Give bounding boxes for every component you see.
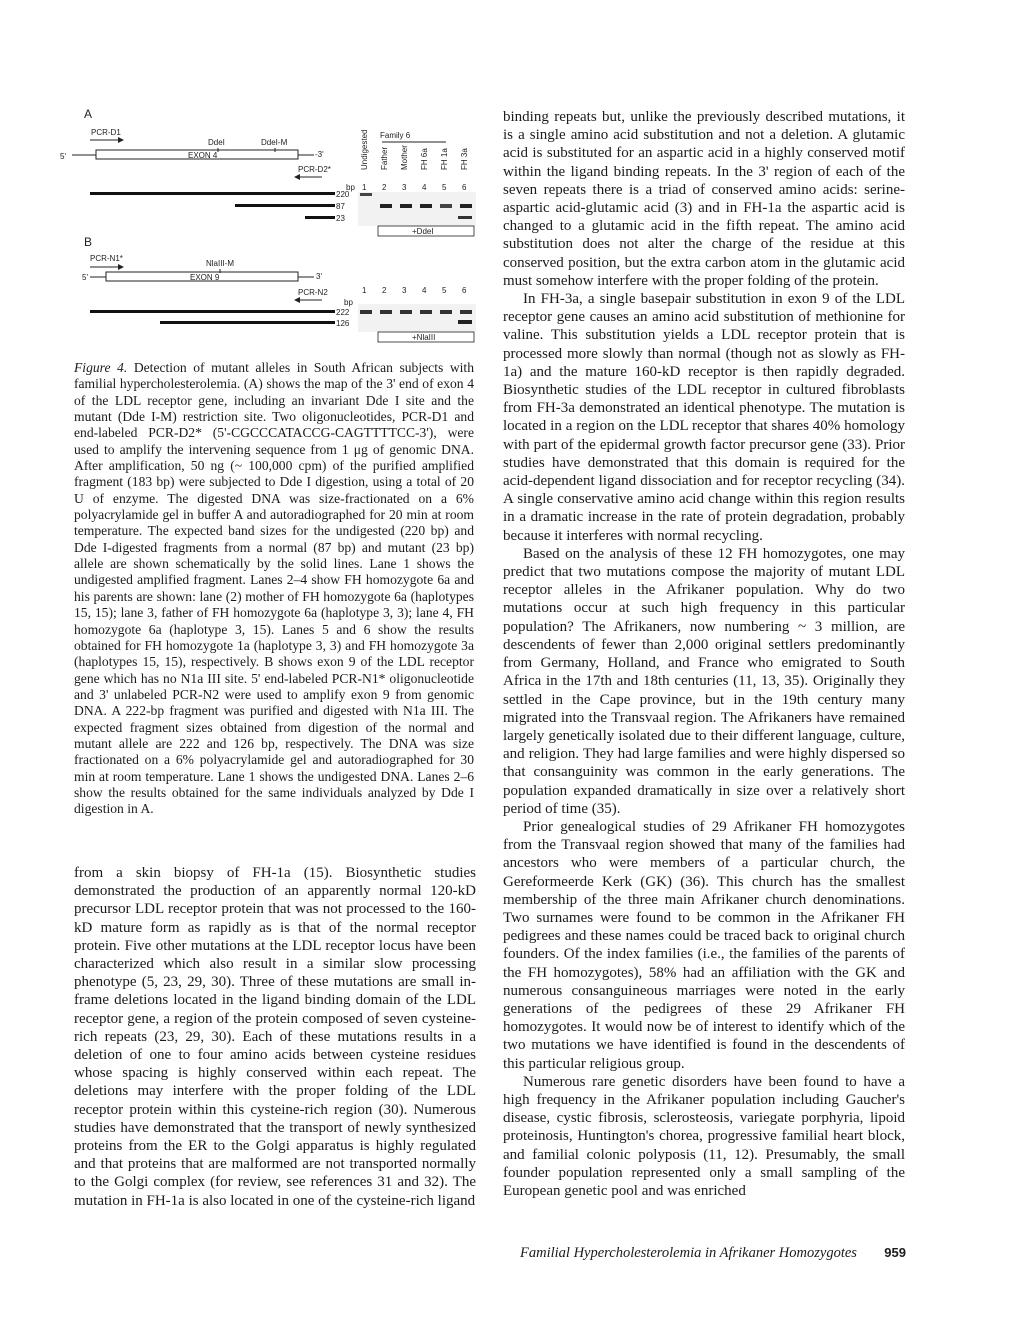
panel-b-site: NlaIII-M (206, 259, 234, 268)
right-paragraph-4: Prior genealogical studies of 29 Afrikaner FH homozygotes from the Transvaal region showed that many of the families had ancestors who were members of a particular church, the Gereformeerde Kerk (GK) (36). This church has the smallest membership of the three main Afrikaner church denominations. Two surnames were found to be common in the Afrikaner FH pedigrees and these names could be traced back to original church founders. Of the index families (i.e., the families of the parents of the FH homozygotes), 58% had an affiliation with the GK and numerous consanguineous marriages were noted in the early generations of the pedigrees of these 29 Afrikaner FH homozygotes. It would now be of interest to identify which of the two mutations we have identified is found in the descendents of this particular religious group. (503, 818, 905, 1072)
right-column (503, 108, 905, 1200)
panel-b-bp: bp (344, 298, 353, 307)
panel-a-lane-num-6: 6 (462, 183, 467, 192)
panel-a-five-prime: 5' (60, 152, 66, 161)
caption-label: Figure 4. (74, 360, 128, 375)
right-paragraph-2: In FH-3a, a single basepair substitution in exon 9 of the LDL receptor gene causes an amino acid substitution of methionine for valine. This substitution yields a LDL receptor protein that is processed more slowly than normal (though not as slowly as FH-1a) and the mature 160-kD receptor is then rapidly degraded. Biosynthetic studies of the LDL receptor in cultured fibroblasts from FH-3a demonstrated an identical phenotype. The mutation is located in a region on the LDL receptor that shares 40% homology with part of the epidermal growth factor precursor gene (33). Prior studies have demonstrated that this domain is required for the acid-dependent ligand dissociation and for receptor recycling (34). A single conservative amino acid change within this region results in a dramatic increase in the rate of protein degradation, probably because it interferes with normal recycling. (503, 291, 905, 544)
running-title: Familial Hypercholesterolemia in Afrikaner Homozygotes (520, 1245, 857, 1261)
panel-a-primer-left: PCR-D1 (91, 128, 121, 137)
panel-a-lane-num-1: 1 (362, 183, 367, 192)
gel-a-band-lane6 (460, 204, 472, 208)
panel-b-primer-right: PCR-N2 (298, 288, 328, 297)
panel-b-lane-num-1: 1 (362, 286, 367, 295)
gel-a-band-lane2 (380, 204, 392, 208)
gel-a-enzyme: +DdeI (412, 227, 434, 236)
panel-a-lane-num-4: 4 (422, 183, 427, 192)
panel-b-lane-num-6: 6 (462, 286, 467, 295)
arrow-pcr-d2-head (294, 174, 300, 180)
arrow-pcr-d1-head (118, 137, 124, 143)
lane-label-6: FH 3a (460, 148, 469, 170)
gel-a-band-lane3 (400, 204, 412, 208)
lane-label-1: Undigested (360, 129, 369, 170)
gel-b (358, 304, 476, 332)
gel-b-band-lane6-small (458, 320, 472, 324)
size-126: 126 (336, 319, 350, 328)
panel-a-lane-num-5: 5 (442, 183, 447, 192)
page-footer (520, 1245, 906, 1262)
panel-b-lane-num-3: 3 (402, 286, 407, 295)
left-paragraph: from a skin biopsy of FH-1a (15). Biosynthetic studies demonstrated the production of an apparently normal 120-kD precursor LDL receptor protein that was not processed to the 160-kD mature form as rapidly as is that of the normal receptor protein. Five other mutations at the LDL receptor locus have been characterized which also result in a similar slow processing phenotype (5, 23, 29, 30). Three of these mutations are small in-frame deletions located in the ligand binding domain of the LDL receptor gene, a region of the protein composed of seven cysteine-rich repeats (23, 29, 30). Each of these mutations results in a deletion of one to four amino acids between cysteine residues whose spacing is highly conserved within each repeat. The deletions may interfere with the proper folding of the LDL receptor protein within this cysteine-rich region (30). Numerous studies have demonstrated that the transport of newly synthesized proteins from the ER to the Golgi apparatus is highly regulated and that proteins that are malformed are not transported normally to the Golgi complex (for review, see references 31 and 32). The mutation in FH-1a is also located in one of the cysteine-rich ligand (74, 865, 476, 1209)
panel-b-lane-num-2: 2 (382, 286, 387, 295)
right-paragraph-5: Numerous rare genetic disorders have been found to have a high frequency in the Afrikaner population including Gaucher's disease, cystic fibrosis, sclerosteosis, variegate porphyria, lipoid proteinosis, Huntington's chorea, progressive familial heart block, and familial colonic polyposis (11, 12). Presumably, the small founder population represented only a small sampling of the European genetic pool and was enriched (503, 1073, 905, 1199)
size-222: 222 (336, 308, 350, 317)
right-paragraph-3: Based on the analysis of these 12 FH homozygotes, one may predict that two mutations compose the majority of mutant LDL receptor alleles in the Afrikaner population. Why do two mutations occur at such high frequency in this particular population? The Afrikaners, now numbering ~ 3 million, are descendents of fewer than 2,000 original settlers predominantly from Germany, Holland, and France who emigrated to South Africa in the 17th and 18th centuries (11, 13, 35). Originally they settled in the Cape province, but in the 19th century many migrated into the Transvaal region. The Afrikaners have remained largely genetically isolated due to their different language, culture, and religion. They had large families and were highly dispersed so that consanguinity was common in the early generations. The population expanded dramatically in size over a relatively short period of time (35). (503, 545, 905, 817)
band-schematic-23 (305, 216, 335, 219)
gel-a-band-lane1 (360, 193, 372, 196)
panel-a-site-ddei: DdeI (208, 138, 225, 147)
left-column (74, 864, 476, 1210)
band-schematic-126 (160, 321, 335, 324)
figure-caption (74, 360, 474, 818)
gel-b-band-lane2 (380, 310, 392, 314)
exon-9-label: EXON 9 (190, 273, 220, 282)
gel-a-band-lane5 (440, 204, 452, 208)
caption-text: Detection of mutant alleles in South African subjects with familial hypercholesterolemia. (A) shows the map of the 3' end of exon 4 of the LDL receptor gene, including an invariant Dde I site and the mutant (Dde I-M) restriction site. Two oligonucleotides, PCR-D1 and end-labeled PCR-D2* (5'-CGCCCATACCG-CAGTTTTCC-3'), were used to amplify the intervening sequence from 1 μg of genomic DNA. After amplification, 50 ng (~ 100,000 cpm) of the purified amplified fragment (183 bp) were subjected to Dde I digestion, using a total of 20 U of enzyme. The digested DNA was size-fractionated on a 6% polyacrylamide gel in buffer A and autoradiographed for 20 min at room temperature. The expected band sizes for the undigested (220 bp) and Dde I-digested fragments from a normal (87 bp) and mutant (23 bp) allele are shown schematically by the solid lines. Lane 1 shows the undigested amplified fragment. Lanes 2–4 show FH homozygote 6a and his parents are shown: lane (2) mother of FH homozygote 6a (haplotypes 15, 15); lane 3, father of FH homozygote 6a (haplotype 3, 3); lane 4, FH homozygote 6a (haplotype 3, 15). Lanes 5 and 6 show the results obtained for FH homozygote 1a (haplotype 3, 3) and FH homozygote 3a (haplotypes 15, 15), respectively. B shows exon 9 of the LDL receptor gene which has no N1a III site. 5' end-labeled PCR-N1* oligonucleotide and 3' unlabeled PCR-N2 were used to amplify exon 9 from genomic DNA. A 222-bp fragment was purified and digested with N1a III. The expected fragment sizes obtained from digestion of the normal and mutant allele are 222 and 126 bp, respectively. The DNA was size fractionated on a 6% polyacrylamide gel and autoradiographed for 30 min at room temperature. Lane 1 shows the undigested DNA. Lanes 2–6 show the results obtained for the same individuals analyzed by Dde I digestion in A. (74, 360, 474, 817)
arrow-pcr-n2-head (294, 297, 300, 303)
panel-a-label: A (84, 107, 93, 121)
gel-b-band-lane1 (360, 310, 372, 314)
panel-b-lane-num-4: 4 (422, 286, 427, 295)
figure-4 (60, 100, 490, 350)
panel-a-primer-right: PCR-D2* (298, 165, 331, 174)
band-schematic-220 (90, 192, 335, 195)
panel-a-bp: bp (346, 183, 355, 192)
exon-4-label: EXON 4 (188, 151, 218, 160)
band-schematic-87 (235, 204, 335, 207)
lane-label-5: FH 1a (440, 148, 449, 170)
gel-b-enzyme: +NlaIII (412, 333, 436, 342)
arrow-pcr-n1-head (118, 264, 124, 270)
lane-label-4: FH 6a (420, 148, 429, 170)
page-number: 959 (884, 1245, 906, 1260)
panel-b-label: B (84, 235, 93, 249)
gel-b-band-lane4 (420, 310, 432, 314)
gel-a-band-lane4 (420, 204, 432, 208)
gel-a (358, 192, 476, 226)
gel-b-band-lane6 (460, 310, 472, 314)
gel-b-band-lane3 (400, 310, 412, 314)
figure-panels (60, 100, 490, 350)
size-23: 23 (336, 214, 345, 223)
band-schematic-222 (90, 310, 335, 313)
panel-b-five-prime: 5' (82, 273, 88, 282)
gel-b-band-lane5 (440, 310, 452, 314)
size-87: 87 (336, 202, 345, 211)
size-220: 220 (336, 190, 350, 199)
lane-label-3: Mother (400, 145, 409, 170)
lane-header-family: Family 6 (380, 131, 411, 140)
panel-b-lane-num-5: 5 (442, 286, 447, 295)
panel-a-lane-num-3: 3 (402, 183, 407, 192)
panel-b-three-prime: 3' (316, 272, 322, 281)
panel-a-three-prime: -3' (315, 150, 324, 159)
panel-a-site-ddeim: DdeI-M (261, 138, 288, 147)
gel-a-band-lane6-small (458, 216, 472, 219)
figure-svg (60, 100, 490, 350)
panel-a-lane-num-2: 2 (382, 183, 387, 192)
right-paragraph-1: binding repeats but, unlike the previously described mutations, it is a single amino acid substitution and not a deletion. A glutamic acid is substituted for an aspartic acid in a highly conserved motif within the ligand binding repeats. In the 3' region of each of the seven repeats there is a triad of conserved amino acids: serine-aspartic acid-glutamic acid (3) and in FH-1a the aspartic acid is changed to a glutamic acid in the fifth repeat. The amino acid substitution does not alter the charge of the residue at this conserved position, but the extra carbon atom in the glutamic acid must somehow interfere with the proper folding of the protein. (503, 109, 905, 289)
lane-label-2: Father (380, 146, 389, 170)
panel-b-primer-left: PCR-N1* (90, 254, 123, 263)
